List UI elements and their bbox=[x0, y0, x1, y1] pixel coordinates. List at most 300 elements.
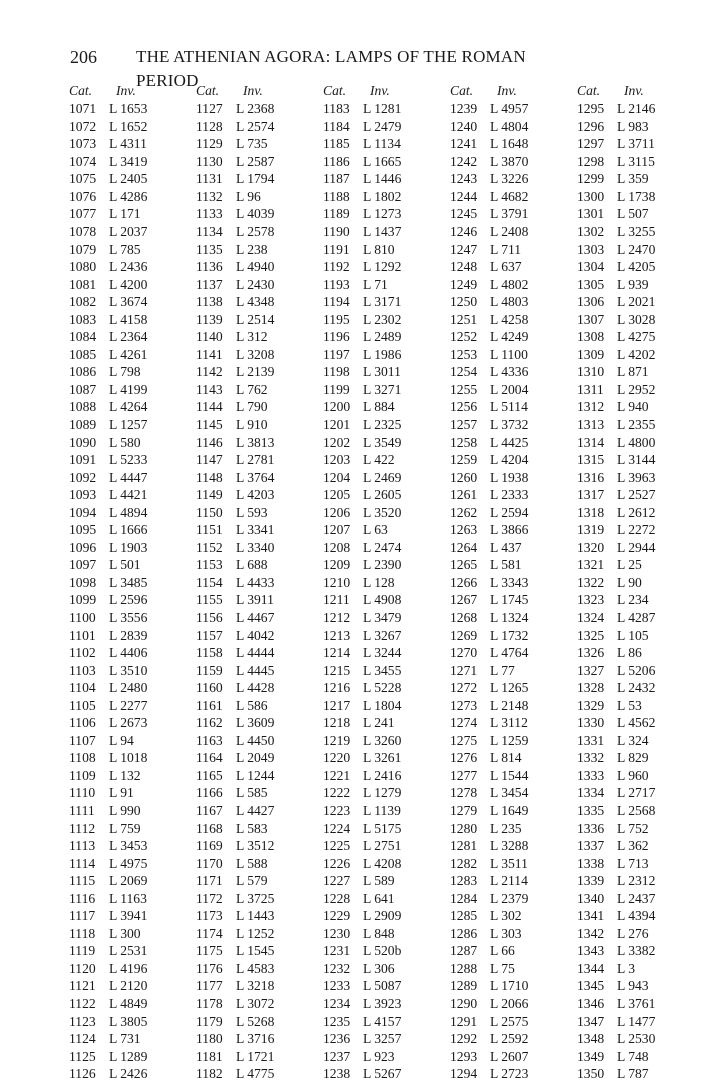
cat-number: 1229 bbox=[323, 908, 351, 924]
cat-number: 1212 bbox=[323, 610, 351, 625]
running-title: THE ATHENIAN AGORA: LAMPS OF THE ROMAN PERIOD bbox=[136, 47, 526, 90]
cat-number: 1105 bbox=[69, 697, 96, 713]
table-row bbox=[450, 1065, 566, 1083]
cat-number: 1204 bbox=[323, 469, 351, 485]
inv-number: L 1648 bbox=[490, 136, 529, 152]
inv-number: L 90 bbox=[617, 574, 642, 590]
cat-number: 1334 bbox=[577, 785, 605, 801]
table-row bbox=[69, 942, 185, 960]
table-row bbox=[323, 539, 439, 557]
cat-number: 1164 bbox=[196, 750, 223, 766]
table-row bbox=[577, 1030, 693, 1048]
cat-number: 1322 bbox=[577, 574, 605, 590]
table-row bbox=[196, 837, 312, 855]
table-row bbox=[69, 627, 185, 645]
cat-number: 1249 bbox=[450, 276, 478, 292]
cat-number: 1273 bbox=[450, 697, 478, 713]
cat-number: 1286 bbox=[450, 925, 478, 941]
table-row bbox=[450, 749, 566, 767]
inv-number: L 3382 bbox=[617, 943, 656, 959]
inv-number: L 5268 bbox=[236, 1013, 275, 1029]
inv-number: L 128 bbox=[363, 574, 395, 590]
cat-number: 1267 bbox=[450, 592, 478, 608]
cat-number: 1274 bbox=[450, 715, 478, 731]
table-row bbox=[69, 679, 185, 697]
table-row bbox=[196, 591, 312, 609]
inv-number: L 4562 bbox=[617, 715, 656, 731]
inv-number: L 3112 bbox=[490, 715, 528, 731]
table-row bbox=[450, 714, 566, 732]
table-row bbox=[577, 118, 693, 136]
inv-number: L 960 bbox=[617, 767, 649, 783]
table-row bbox=[577, 346, 693, 364]
inv-number: L 4204 bbox=[490, 452, 529, 468]
cat-number: 1143 bbox=[196, 381, 223, 397]
table-row bbox=[577, 398, 693, 416]
table-row bbox=[323, 153, 439, 171]
cat-number: 1219 bbox=[323, 732, 351, 748]
cat-number: 1299 bbox=[577, 171, 605, 187]
inv-number: L 3609 bbox=[236, 715, 275, 731]
table-row bbox=[450, 925, 566, 943]
table-row bbox=[69, 995, 185, 1013]
inv-number: L 910 bbox=[236, 416, 268, 432]
cat-number: 1098 bbox=[69, 574, 97, 590]
table-row bbox=[323, 1048, 439, 1066]
table-row bbox=[577, 135, 693, 153]
inv-number: L 3260 bbox=[363, 732, 402, 748]
table-row bbox=[450, 451, 566, 469]
inv-number: L 4428 bbox=[236, 680, 275, 696]
inv-number: L 4425 bbox=[490, 434, 529, 450]
cat-number: 1263 bbox=[450, 522, 478, 538]
cat-number: 1189 bbox=[323, 206, 350, 222]
table-row bbox=[577, 732, 693, 750]
table-row bbox=[196, 855, 312, 873]
cat-number: 1291 bbox=[450, 1013, 478, 1029]
table-row bbox=[196, 416, 312, 434]
table-row bbox=[577, 855, 693, 873]
cat-number: 1211 bbox=[323, 592, 350, 608]
table-row bbox=[323, 381, 439, 399]
table-row bbox=[577, 837, 693, 855]
cat-number: 1130 bbox=[196, 153, 223, 169]
table-row bbox=[577, 223, 693, 241]
cat-number: 1176 bbox=[196, 960, 223, 976]
inv-number: L 1273 bbox=[363, 206, 402, 222]
table-row bbox=[577, 609, 693, 627]
table-row bbox=[323, 398, 439, 416]
cat-number: 1093 bbox=[69, 487, 97, 503]
table-row bbox=[196, 679, 312, 697]
table-row bbox=[577, 942, 693, 960]
inv-number: L 238 bbox=[236, 241, 268, 257]
inv-number: L 3511 bbox=[490, 855, 528, 871]
table-row bbox=[196, 451, 312, 469]
cat-number: 1282 bbox=[450, 855, 478, 871]
table-row bbox=[196, 346, 312, 364]
table-row bbox=[577, 574, 693, 592]
inv-number: L 1544 bbox=[490, 767, 529, 783]
table-row bbox=[69, 662, 185, 680]
cat-number: 1187 bbox=[323, 171, 350, 187]
inv-number: L 2587 bbox=[236, 153, 275, 169]
inv-number: L 306 bbox=[363, 960, 395, 976]
cat-number: 1078 bbox=[69, 223, 97, 239]
inv-number: L 2470 bbox=[617, 241, 656, 257]
table-row bbox=[196, 100, 312, 118]
inv-number: L 4427 bbox=[236, 803, 275, 819]
table-row bbox=[196, 574, 312, 592]
inv-number: L 4261 bbox=[109, 346, 148, 362]
table-row bbox=[323, 100, 439, 118]
cat-number: 1102 bbox=[69, 645, 96, 661]
inv-number: L 1244 bbox=[236, 767, 275, 783]
cat-number: 1338 bbox=[577, 855, 605, 871]
table-row bbox=[196, 872, 312, 890]
inv-number: L 4286 bbox=[109, 188, 148, 204]
table-row bbox=[450, 434, 566, 452]
cat-number: 1270 bbox=[450, 645, 478, 661]
inv-number: L 4336 bbox=[490, 364, 529, 380]
inv-number: L 3218 bbox=[236, 978, 275, 994]
cat-number: 1308 bbox=[577, 329, 605, 345]
inv-number: L 4444 bbox=[236, 645, 275, 661]
table-row bbox=[196, 276, 312, 294]
cat-number: 1280 bbox=[450, 820, 478, 836]
table-row bbox=[69, 820, 185, 838]
inv-number: L 4467 bbox=[236, 610, 275, 625]
cat-number: 1246 bbox=[450, 223, 478, 239]
cat-number: 1201 bbox=[323, 416, 351, 432]
inv-number: L 688 bbox=[236, 557, 268, 573]
cat-number: 1107 bbox=[69, 732, 96, 748]
table-row bbox=[196, 942, 312, 960]
cat-number: 1245 bbox=[450, 206, 478, 222]
inv-number: L 1289 bbox=[109, 1048, 148, 1064]
table-row bbox=[450, 521, 566, 539]
inv-number: L 3805 bbox=[109, 1013, 148, 1029]
cat-number: 1140 bbox=[196, 329, 223, 345]
inv-number: L 4039 bbox=[236, 206, 275, 222]
table-row bbox=[196, 644, 312, 662]
inv-number: L 1018 bbox=[109, 750, 148, 766]
table-row bbox=[577, 188, 693, 206]
inv-number: L 4894 bbox=[109, 504, 148, 520]
table-row bbox=[450, 609, 566, 627]
inv-number: L 2596 bbox=[109, 592, 148, 608]
inv-number: L 312 bbox=[236, 329, 268, 345]
table-row bbox=[450, 820, 566, 838]
table-row bbox=[577, 416, 693, 434]
inv-number: L 2673 bbox=[109, 715, 148, 731]
table-row bbox=[323, 469, 439, 487]
table-row bbox=[577, 451, 693, 469]
cat-number: 1185 bbox=[323, 136, 350, 152]
inv-header: Inv. bbox=[116, 83, 136, 98]
inv-number: L 4957 bbox=[490, 101, 529, 117]
inv-number: L 2574 bbox=[236, 118, 275, 134]
cat-number: 1210 bbox=[323, 574, 351, 590]
inv-number: L 2139 bbox=[236, 364, 275, 380]
cat-number: 1163 bbox=[196, 732, 223, 748]
cat-number: 1240 bbox=[450, 118, 478, 134]
inv-number: L 1437 bbox=[363, 223, 402, 239]
cat-number: 1181 bbox=[196, 1048, 223, 1064]
table-row bbox=[69, 188, 185, 206]
inv-number: L 2479 bbox=[363, 118, 402, 134]
cat-number: 1285 bbox=[450, 908, 478, 924]
table-row bbox=[196, 135, 312, 153]
table-row bbox=[323, 714, 439, 732]
inv-number: L 2952 bbox=[617, 381, 656, 397]
inv-number: L 5228 bbox=[363, 680, 402, 696]
inv-number: L 77 bbox=[490, 662, 515, 678]
page-header bbox=[70, 45, 588, 90]
cat-number: 1202 bbox=[323, 434, 351, 450]
cat-number: 1174 bbox=[196, 925, 223, 941]
table-row bbox=[69, 1030, 185, 1048]
inv-number: L 762 bbox=[236, 381, 268, 397]
cat-number: 1082 bbox=[69, 294, 97, 310]
cat-number: 1321 bbox=[577, 557, 605, 573]
cat-number: 1101 bbox=[69, 627, 96, 643]
cat-number: 1154 bbox=[196, 574, 223, 590]
table-row bbox=[450, 767, 566, 785]
cat-number: 1297 bbox=[577, 136, 605, 152]
table-row bbox=[69, 907, 185, 925]
inv-number: L 71 bbox=[363, 276, 388, 292]
cat-number: 1235 bbox=[323, 1013, 351, 1029]
table-row bbox=[577, 276, 693, 294]
inv-number: L 2066 bbox=[490, 996, 529, 1012]
cat-number: 1231 bbox=[323, 943, 351, 959]
table-row bbox=[450, 416, 566, 434]
column-header bbox=[450, 82, 566, 100]
table-row bbox=[323, 574, 439, 592]
cat-number: 1218 bbox=[323, 715, 351, 731]
table-row bbox=[323, 977, 439, 995]
cat-number: 1205 bbox=[323, 487, 351, 503]
cat-number: 1224 bbox=[323, 820, 351, 836]
inv-number: L 711 bbox=[490, 241, 522, 257]
page-number: 206 bbox=[70, 47, 97, 67]
inv-number: L 1134 bbox=[363, 136, 401, 152]
table-row bbox=[196, 890, 312, 908]
inv-number: L 4682 bbox=[490, 188, 529, 204]
inv-number: L 3923 bbox=[363, 996, 402, 1012]
cat-number: 1091 bbox=[69, 452, 97, 468]
cat-number: 1087 bbox=[69, 381, 97, 397]
cat-number: 1220 bbox=[323, 750, 351, 766]
table-row bbox=[69, 346, 185, 364]
cat-number: 1075 bbox=[69, 171, 97, 187]
inv-number: L 759 bbox=[109, 820, 141, 836]
inv-number: L 1903 bbox=[109, 539, 148, 555]
cat-number: 1127 bbox=[196, 101, 223, 117]
table-row bbox=[69, 1048, 185, 1066]
cat-number: 1076 bbox=[69, 188, 97, 204]
cat-number: 1182 bbox=[196, 1066, 223, 1082]
cat-number: 1150 bbox=[196, 504, 223, 520]
table-row bbox=[450, 258, 566, 276]
cat-number: 1155 bbox=[196, 592, 223, 608]
cat-number: 1230 bbox=[323, 925, 351, 941]
table-row bbox=[577, 1065, 693, 1083]
cat-number: 1239 bbox=[450, 101, 478, 117]
inv-number: L 53 bbox=[617, 697, 642, 713]
inv-number: L 1986 bbox=[363, 346, 402, 362]
inv-number: L 1259 bbox=[490, 732, 529, 748]
cat-number: 1199 bbox=[323, 381, 350, 397]
table-row bbox=[69, 223, 185, 241]
cat-number: 1227 bbox=[323, 873, 351, 889]
inv-number: L 4940 bbox=[236, 259, 275, 275]
cat-number: 1228 bbox=[323, 890, 351, 906]
cat-number: 1132 bbox=[196, 188, 223, 204]
cat-number: 1188 bbox=[323, 188, 350, 204]
inv-number: L 4764 bbox=[490, 645, 529, 661]
table-row bbox=[69, 732, 185, 750]
cat-number: 1331 bbox=[577, 732, 605, 748]
cat-number: 1153 bbox=[196, 557, 223, 573]
table-row bbox=[450, 977, 566, 995]
inv-number: L 2379 bbox=[490, 890, 529, 906]
table-row bbox=[323, 241, 439, 259]
cat-number: 1108 bbox=[69, 750, 96, 766]
table-row bbox=[450, 1048, 566, 1066]
cat-number: 1323 bbox=[577, 592, 605, 608]
inv-number: L 3512 bbox=[236, 838, 275, 854]
inv-number: L 1794 bbox=[236, 171, 275, 187]
inv-number: L 4908 bbox=[363, 592, 402, 608]
table-row bbox=[323, 188, 439, 206]
table-row bbox=[450, 679, 566, 697]
inv-number: L 3674 bbox=[109, 294, 148, 310]
cat-number: 1236 bbox=[323, 1031, 351, 1047]
cat-number: 1200 bbox=[323, 399, 351, 415]
inv-number: L 3115 bbox=[617, 153, 655, 169]
inv-number: L 4775 bbox=[236, 1066, 275, 1082]
table-row bbox=[69, 398, 185, 416]
table-row bbox=[450, 662, 566, 680]
inv-number: L 790 bbox=[236, 399, 268, 415]
table-row bbox=[196, 960, 312, 978]
inv-number: L 1443 bbox=[236, 908, 275, 924]
table-row bbox=[196, 539, 312, 557]
cat-number: 1124 bbox=[69, 1031, 96, 1047]
inv-number: L 2368 bbox=[236, 101, 275, 117]
table-row bbox=[69, 205, 185, 223]
cat-number: 1073 bbox=[69, 136, 97, 152]
inv-number: L 4157 bbox=[363, 1013, 402, 1029]
table-row bbox=[323, 890, 439, 908]
concordance-column bbox=[69, 82, 185, 1083]
inv-number: L 3028 bbox=[617, 311, 656, 327]
inv-number: L 2037 bbox=[109, 223, 148, 239]
cat-number: 1086 bbox=[69, 364, 97, 380]
table-row bbox=[323, 784, 439, 802]
inv-number: L 1721 bbox=[236, 1048, 275, 1064]
inv-number: L 2390 bbox=[363, 557, 402, 573]
inv-number: L 2312 bbox=[617, 873, 656, 889]
inv-number: L 2578 bbox=[236, 223, 275, 239]
inv-number: L 2004 bbox=[490, 381, 529, 397]
inv-number: L 1265 bbox=[490, 680, 529, 696]
cat-number: 1099 bbox=[69, 592, 97, 608]
table-row bbox=[69, 504, 185, 522]
cat-number: 1250 bbox=[450, 294, 478, 310]
table-row bbox=[450, 328, 566, 346]
cat-number: 1288 bbox=[450, 960, 478, 976]
inv-number: L 1710 bbox=[490, 978, 529, 994]
table-row bbox=[323, 749, 439, 767]
cat-number: 1256 bbox=[450, 399, 478, 415]
table-row bbox=[577, 241, 693, 259]
table-row bbox=[577, 258, 693, 276]
cat-number: 1309 bbox=[577, 346, 605, 362]
cat-number: 1342 bbox=[577, 925, 605, 941]
table-row bbox=[196, 504, 312, 522]
table-row bbox=[196, 995, 312, 1013]
table-row bbox=[69, 960, 185, 978]
cat-number: 1160 bbox=[196, 680, 223, 696]
table-row bbox=[450, 118, 566, 136]
table-row bbox=[577, 100, 693, 118]
inv-header: Inv. bbox=[370, 83, 390, 98]
table-row bbox=[577, 381, 693, 399]
inv-number: L 3454 bbox=[490, 785, 529, 801]
cat-number: 1275 bbox=[450, 732, 478, 748]
cat-number: 1094 bbox=[69, 504, 97, 520]
inv-number: L 1649 bbox=[490, 803, 529, 819]
table-row bbox=[196, 1065, 312, 1083]
cat-number: 1330 bbox=[577, 715, 605, 731]
table-row bbox=[323, 346, 439, 364]
table-row bbox=[69, 486, 185, 504]
inv-number: L 25 bbox=[617, 557, 642, 573]
cat-number: 1080 bbox=[69, 259, 97, 275]
cat-number: 1316 bbox=[577, 469, 605, 485]
table-row bbox=[450, 398, 566, 416]
table-row bbox=[323, 855, 439, 873]
inv-number: L 3455 bbox=[363, 662, 402, 678]
column-header bbox=[323, 82, 439, 100]
inv-number: L 501 bbox=[109, 557, 141, 573]
inv-number: L 923 bbox=[363, 1048, 395, 1064]
inv-number: L 787 bbox=[617, 1066, 649, 1082]
table-row bbox=[577, 627, 693, 645]
table-row bbox=[69, 872, 185, 890]
cat-number: 1303 bbox=[577, 241, 605, 257]
cat-number: 1332 bbox=[577, 750, 605, 766]
cat-number: 1312 bbox=[577, 399, 605, 415]
cat-number: 1289 bbox=[450, 978, 478, 994]
inv-number: L 4804 bbox=[490, 118, 529, 134]
inv-number: L 3261 bbox=[363, 750, 402, 766]
inv-number: L 1545 bbox=[236, 943, 275, 959]
table-row bbox=[450, 293, 566, 311]
cat-number: 1300 bbox=[577, 188, 605, 204]
cat-number: 1097 bbox=[69, 557, 97, 573]
cat-header: Cat. bbox=[450, 83, 474, 98]
inv-number: L 2723 bbox=[490, 1066, 529, 1082]
table-row bbox=[69, 574, 185, 592]
inv-number: L 3244 bbox=[363, 645, 402, 661]
inv-number: L 1292 bbox=[363, 259, 402, 275]
cat-number: 1111 bbox=[69, 803, 95, 819]
table-row bbox=[323, 311, 439, 329]
